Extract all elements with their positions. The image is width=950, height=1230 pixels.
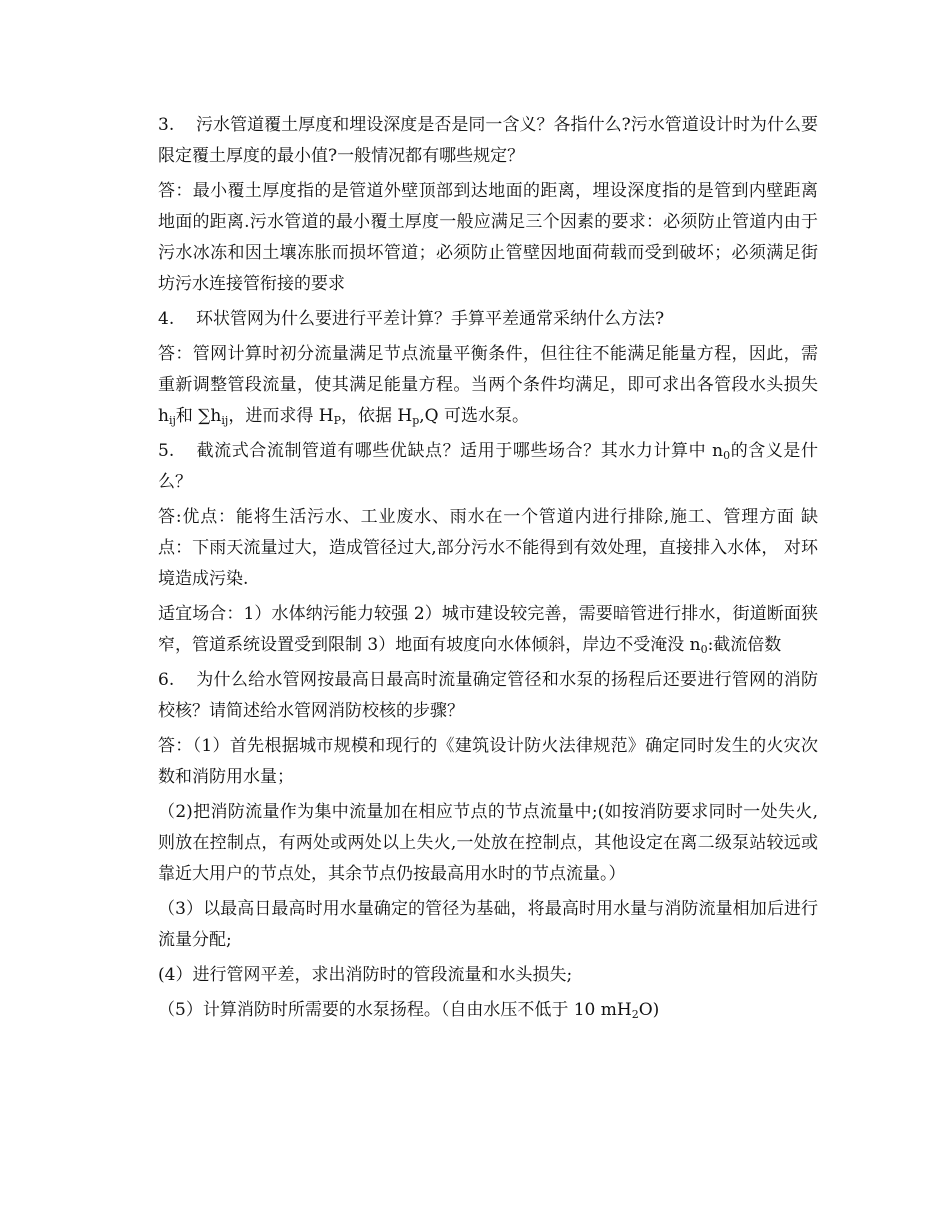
answer-text: ，进而求得 H — [228, 406, 334, 426]
answer-text: 答：（1）首先根据城市规模和现行的《建筑设计防火法律规范》确定同时发生的火灾次数和消防用水量； — [158, 736, 818, 787]
answer-text: 和 ∑h — [175, 406, 222, 426]
subscript: P — [333, 414, 341, 427]
question-3 — [158, 110, 818, 172]
answer-5 — [158, 502, 818, 595]
answer-text: 答：管网计算时初分流量满足节点流量平衡条件，但往往不能满足能量方程，因此，需重新调整管段流量，使其满足能量方程。当两个条件均满足，即可求出各管段水头损失 h — [158, 344, 818, 426]
answer-text: ,Q 可选水泵。 — [419, 406, 529, 426]
question-text: 为什么给水管网按最高日最高时流量确定管径和水泵的扬程后还要进行管网的消防校核？请简述给水管网消防校核的步骤？ — [158, 670, 818, 721]
subscript: p — [412, 414, 420, 427]
answer-text: 答:优点：能将生活污水、工业废水、雨水在一个管道内进行排除,施工、管理方面 缺点：下雨天流量过大，造成管径过大,部分污水不能得到有效处理，直接排入水体， 对环境造成污染. — [158, 507, 818, 589]
subscript: 2 — [631, 1008, 639, 1021]
question-4 — [158, 304, 818, 335]
answer-text: O) — [638, 1000, 660, 1020]
answer-6-step-4 — [158, 960, 818, 991]
question-number: 5. — [158, 441, 175, 461]
answer-6-step-1 — [158, 731, 818, 793]
answer-5-applications — [158, 599, 818, 661]
question-text: 环状管网为什么要进行平差计算？手算平差通常采纳什么方法? — [196, 309, 665, 329]
document-page — [158, 110, 818, 1030]
answer-6-step-3 — [158, 894, 818, 956]
answer-text: 适宜场合：1）水体纳污能力较强 2）城市建设较完善，需要暗管进行排水，街道断面狭窄，管道系统设置受到限制 3）地面有坡度向水体倾斜，岸边不受淹没 n — [158, 604, 818, 655]
question-number: 3. — [158, 115, 175, 135]
answer-text: （2)把消防流量作为集中流量加在相应节点的节点流量中;(如按消防要求同时一处失火,则放在控制点，有两处或两处以上失火,一处放在控制点，其他设定在离二级泵站较远或靠近大用户的节点处，其余节点仍按最高用水时的节点流量。） — [158, 802, 818, 884]
subscript: ij — [221, 414, 229, 427]
question-6 — [158, 665, 818, 727]
subscript: 0 — [700, 643, 708, 656]
answer-text: ，依据 H — [340, 406, 413, 426]
subscript: 0 — [723, 449, 731, 462]
answer-text: (4）进行管网平差，求出消防时的管段流量和水头损失; — [158, 965, 573, 985]
question-5 — [158, 436, 818, 498]
answer-4 — [158, 339, 818, 432]
answer-text: 答：最小覆土厚度指的是管道外壁顶部到达地面的距离，埋设深度指的是管到内壁距离地面的距离.污水管道的最小覆土厚度一般应满足三个因素的要求：必须防止管道内由于污水冰冻和因土壤冻胀而损坏管道；必须防止管壁因地面荷载而受到破坏；必须满足街坊污水连接管衔接的要求 — [158, 181, 818, 294]
question-text: 污水管道覆土厚度和埋设深度是否是同一含义？各指什么?污水管道设计时为什么要限定覆土厚度的最小值?一般情况都有哪些规定？ — [158, 115, 818, 166]
subscript: ij — [168, 414, 176, 427]
question-text: 截流式合流制管道有哪些优缺点？适用于哪些场合？其水力计算中 n — [196, 441, 724, 461]
question-text: 的含义是什么？ — [158, 441, 819, 492]
answer-3 — [158, 176, 818, 300]
answer-text: （5）计算消防时所需要的水泵扬程。（自由水压不低于 10 mH — [158, 1000, 632, 1020]
answer-6-step-5 — [158, 995, 818, 1026]
answer-text: :截流倍数 — [707, 635, 782, 655]
answer-6-step-2 — [158, 797, 818, 890]
answer-text: （3）以最高日最高时用水量确定的管径为基础，将最高时用水量与消防流量相加后进行流量分配; — [158, 899, 818, 950]
question-number: 4. — [158, 309, 175, 329]
question-number: 6. — [158, 670, 175, 690]
